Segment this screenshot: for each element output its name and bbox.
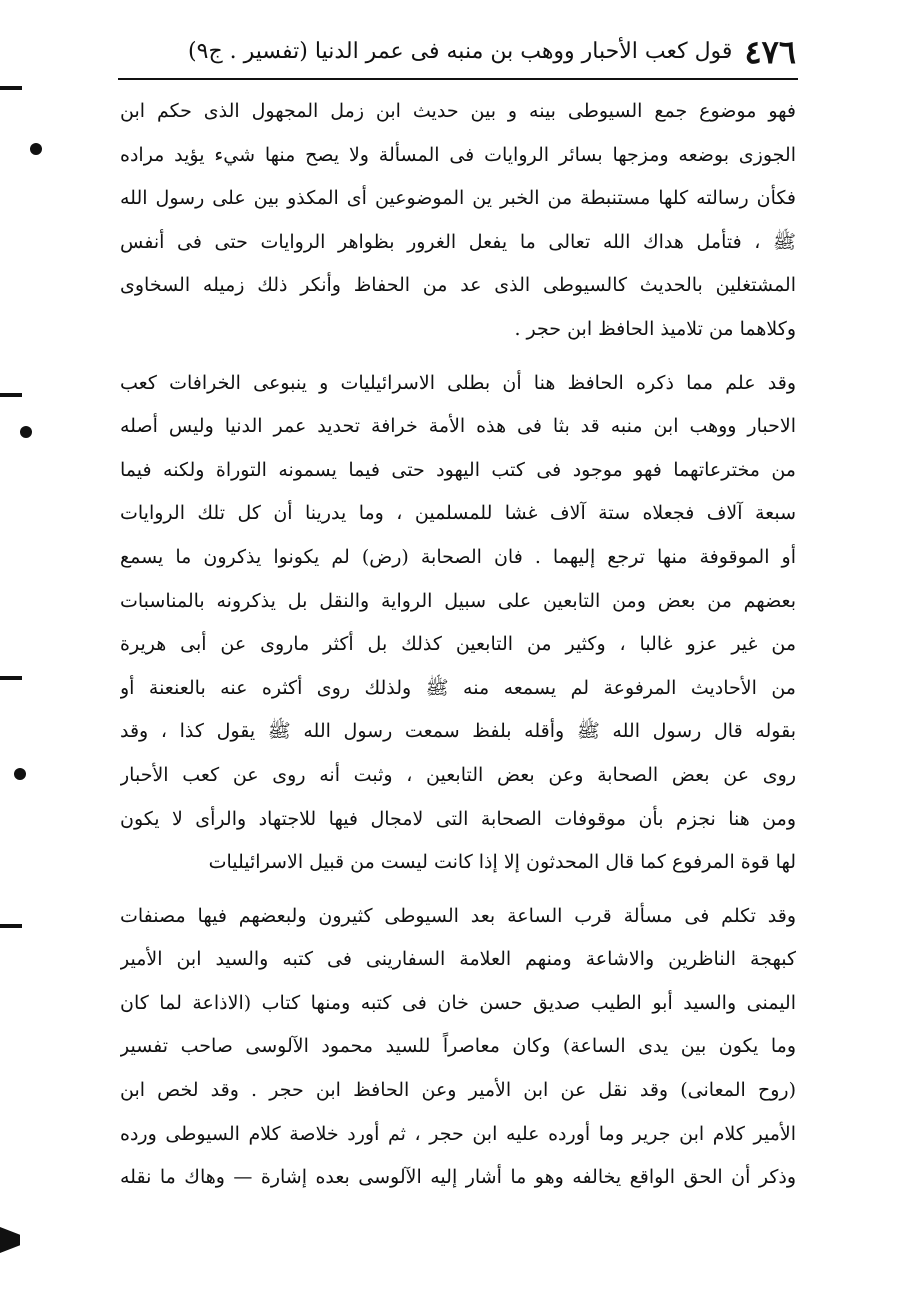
text-line: وما يكون بين يدى الساعة) وكان معاصراً للسيد محمود الآلوسى صاحب تفسير (120, 1035, 796, 1058)
text-line: وقد تكلم فى مسألة قرب الساعة بعد السيوطى كثيرون ولبعضهم فيها مصنفات (120, 904, 796, 927)
text-line: وقد علم مما ذكره الحافظ هنا أن بطلى الاسرائيليات و ينبوعى الخرافات كعب (120, 371, 796, 394)
text-line: الجوزى بوضعه ومزجها بسائر الروايات فى المسألة ولا يصح منها شيء يؤيد مراده (120, 143, 796, 166)
text-line: ﷺ ، فتأمل هداك الله تعالى ما يفعل الغرور بظواهر الروايات حتى فى أنفس (120, 230, 796, 253)
page-header (120, 26, 796, 78)
text-line: فكأن رسالته كلها مستنبطة من الخبر ين الموضوعين أى المكذو بين على رسول الله (120, 187, 796, 210)
text-line: لها قوة المرفوع كما قال المحدثون إلا إذا كانت ليست من قبيل الاسرائيليات (208, 851, 796, 874)
page-number: ٤٧٦ (744, 33, 796, 71)
text-line: سبعة آلاف فجعلاه ستة آلاف غشا للمسلمين ، وما يدرينا أن كل تلك الروايات (120, 502, 796, 525)
text-line: أو الموقوفة منها ترجع إليهما . فان الصحابة (رض) لم يكونوا يذكرون ما يسمع (120, 545, 796, 568)
text-line: (روح المعانى) وقد نقل عن ابن الأمير وعن الحافظ ابن حجر . وقد لخص ابن (120, 1079, 796, 1102)
paragraph-gap (120, 352, 796, 362)
text-line: الاحبار ووهب ابن منبه قد بثا فى هذه الأمة خرافة تحديد عمر الدنيا وليس أصله (120, 415, 796, 438)
text-line: ومن هنا نجزم بأن موقوفات الصحابة التى لامجال فيها للاجتهاد والرأى لا يكون (120, 807, 796, 830)
text-line: من غير عزو غالبا ، وكثير من التابعين كذلك بل أكثر ماروى عن أبى هريرة (120, 633, 796, 656)
text-line: فهو موضوع جمع السيوطى بينه و بين حديث ابن زمل المجهول الذى حكم ابن (120, 100, 796, 122)
scan-mark (0, 393, 22, 397)
text-line: اليمنى والسيد أبو الطيب صديق حسن خان فى كتبه ومنها كتاب (الاذاعة لما كان (120, 991, 796, 1014)
scan-mark (14, 768, 26, 780)
text-line: بعضهم من بعض ومن التابعين على سبيل الرواية والنقل بل يذكرونه بالمناسبات (120, 589, 796, 612)
scan-mark (0, 86, 22, 90)
text-line: بقوله قال رسول الله ﷺ وأقله بلفظ سمعت رسول الله ﷺ يقول كذا ، وقد (120, 720, 796, 743)
paragraph-1 (120, 90, 796, 352)
scan-mark (30, 143, 42, 155)
text-line: الأمير كلام ابن جرير وما أورده عليه ابن حجر ، ثم أورد خلاصة كلام السيوطى ورده (120, 1122, 796, 1145)
scan-mark (20, 426, 32, 438)
scan-mark (0, 1227, 20, 1253)
body-text (120, 90, 796, 1200)
scan-mark (0, 924, 22, 928)
text-line: وكلاهما من تلاميذ الحافظ ابن حجر . (514, 317, 796, 340)
text-line: المشتغلين بالحديث كالسيوطى الذى عد من الحفاظ وأنكر ذلك زميله السخاوى (120, 274, 796, 297)
paragraph-gap (120, 885, 796, 895)
header-rule (118, 78, 798, 80)
text-line: كبهجة الناظرين والاشاعة ومنهم العلامة السفارينى فى كتبه والسيد ابن الأمير (120, 948, 796, 971)
text-line: روى عن بعض الصحابة وعن بعض التابعين ، وثبت أنه روى عن كعب الأحبار (120, 763, 796, 786)
paragraph-3 (120, 895, 796, 1200)
text-line: من الأحاديث المرفوعة لم يسمعه منه ﷺ ولذلك روى أكثره عنه بالعنعنة أو (120, 676, 796, 699)
paragraph-2 (120, 362, 796, 885)
text-line: وذكر أن الحق الواقع يخالفه وهو ما أشار إليه الآلوسى بعده إشارة — وهاك ما نقله (120, 1166, 796, 1189)
running-title: قول كعب الأحبار ووهب بن منبه فى عمر الدنيا (تفسير . ج٩) (188, 39, 733, 64)
text-line: من مخترعاتهما فهو موجود فى كتب اليهود حتى فيما يسمونه التوراة ولكنه فيما (120, 458, 796, 481)
scan-mark (0, 676, 22, 680)
